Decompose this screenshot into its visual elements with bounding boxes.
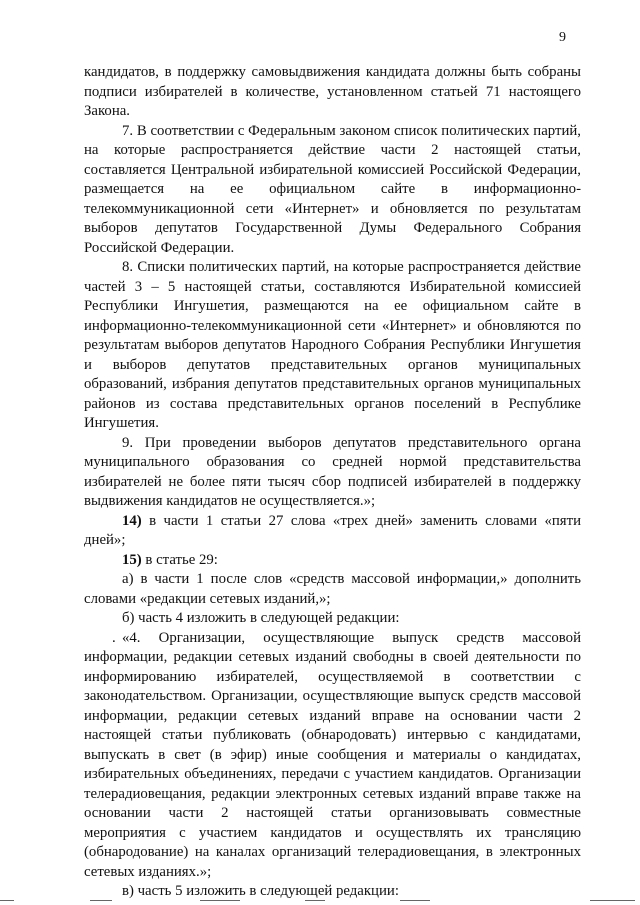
bottom-scan-mark: [590, 900, 635, 901]
stray-mark: .: [112, 629, 116, 646]
subitem-v: в) часть 5 изложить в следующей редакции:: [122, 883, 399, 899]
paragraph-9: 9. При проведении выборов депутатов представительного органа муниципального образования со средней нормой представительства избирателей не более пяти тысяч сбор подписей избирателей в поддержку выдвижения кандидатов не осуществляется.»;: [84, 434, 581, 509]
bottom-scan-mark: [200, 900, 240, 901]
subitem-b: б) часть 4 изложить в следующей редакции:: [122, 610, 400, 626]
quoted-part-4: [84, 629, 581, 883]
bottom-scan-mark: [305, 900, 325, 901]
bottom-scan-mark: [0, 900, 14, 901]
bottom-scan-mark: [90, 900, 112, 901]
subitem-a: а) в части 1 после слов «средств массовой информации,» дополнить словами «редакции сетевых изданий,»;: [84, 571, 581, 607]
part-4-text: «4. Организации, осуществляющие выпуск средств массовой информации, редакции сетевых изданий свободны в своей деятельности по информированию избирателей, осуществляемой в соответствии с законодательством. Организации, осуществляющие выпуск средств массовой информации, редакции сетевых изданий вправе на основании части 2 настоящей статьи публиковать (обнародовать) интервью с кандидатами, выпускать в свет (в эфир) иные сообщения и материалы о кандидатах, избирательных объединениях, передачи с участием кандидатов. Организации телерадиовещания, редакции электронных сетевых изданий вправе также на основании части 2 настоящей статьи организовывать совместные мероприятия с участием кандидатов и осуществлять их трансляцию (обнародование) на каналах организаций телерадиовещания, в электронных сетевых изданиях.»;: [84, 629, 581, 880]
document-body: [84, 63, 581, 902]
paragraph-8: 8. Списки политических партий, на которые распространяется действие частей 3 – 5 настоящей статьи, составляются Избирательной комиссией Республики Ингушетия, размещаются на ее официальном сайте в информационно-телекоммуникационной сети «Интернет» и обновляются по результатам выборов депутатов Народного Собрания Республики Ингушетия и выборов депутатов представительных органов муниципальных образований, избрания депутатов представительных органов муниципальных районов из состава представительных органов поселений в Республике Ингушетия.: [84, 259, 581, 431]
paragraph-item-15: [84, 551, 581, 571]
paragraph-continuation: кандидатов, в поддержку самовыдвижения кандидата должны быть собраны подписи избирателей в количестве, установленном статьей 71 настоящего Закона.: [84, 64, 581, 119]
item-14-text: в части 1 статьи 27 слова «трех дней» заменить словами «пяти дней»;: [84, 512, 581, 548]
item-number-14: 14): [122, 512, 142, 529]
item-15-text: в статье 29:: [141, 551, 218, 568]
page-number: 9: [559, 30, 566, 45]
bottom-scan-mark: [400, 900, 430, 901]
item-number-15: 15): [122, 551, 142, 568]
paragraph-7: 7. В соответствии с Федеральным законом список политических партий, на которые распространяется действие части 2 настоящей статьи, составляется Центральной избирательной комиссией Российской Федерации, размещается на ее официальном сайте в информационно-телекоммуникационной сети «Интернет» и обновляется по результатам выборов депутатов Государственной Думы Федерального Собрания Российской Федерации.: [84, 122, 581, 256]
paragraph-item-14: [84, 512, 581, 551]
